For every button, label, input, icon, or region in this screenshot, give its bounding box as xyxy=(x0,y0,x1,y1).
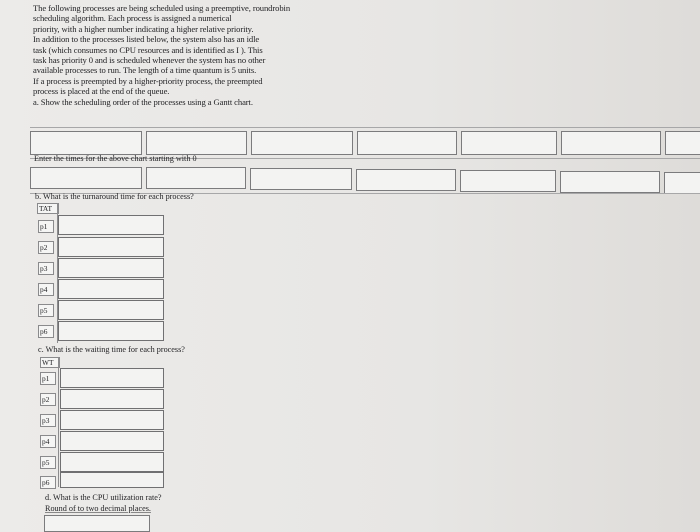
wt-header: WT xyxy=(40,357,60,368)
wt-row-label-p5: p5 xyxy=(40,456,56,469)
question-d-note: Round of to two decimal places. xyxy=(45,504,151,513)
question-a: a. Show the scheduling order of the processes using a Gantt chart. xyxy=(33,96,253,107)
gantt-top-rule xyxy=(30,127,700,128)
tat-input-p1[interactable] xyxy=(58,215,164,235)
intro-line: available processes to run. The length of a time quantum is 5 units. xyxy=(33,65,257,76)
question-c: c. What is the waiting time for each process? xyxy=(38,345,185,354)
tat-input-p3[interactable] xyxy=(58,258,164,278)
intro-line: priority, with a higher number indicating a higher relative priority. xyxy=(33,23,254,34)
wt-row-label-p4: p4 xyxy=(40,435,56,448)
intro-line: process is placed at the end of the queue. xyxy=(33,86,170,97)
time-cell-2[interactable] xyxy=(146,167,246,189)
intro-line: scheduling algorithm. Each process is assigned a numerical xyxy=(33,13,232,24)
time-cell-5[interactable] xyxy=(460,170,556,192)
tat-row-label-p2: p2 xyxy=(38,241,54,254)
problem-statement xyxy=(33,3,353,107)
question-d: d. What is the CPU utilization rate? xyxy=(45,493,162,502)
question-b: b. What is the turnaround time for each process? xyxy=(35,192,194,201)
wt-row-label-p1: p1 xyxy=(40,372,56,385)
gantt-cell-1[interactable] xyxy=(30,131,142,155)
tat-row-label-p4: p4 xyxy=(38,283,54,296)
time-cell-6[interactable] xyxy=(560,171,660,193)
intro-line: task has priority 0 and is scheduled whenever the system has no other xyxy=(33,55,266,66)
wt-input-p2[interactable] xyxy=(60,389,164,409)
tat-row-label-p6: p6 xyxy=(38,325,54,338)
wt-row-label-p6: p6 xyxy=(40,476,56,489)
gantt-cell-4[interactable] xyxy=(357,131,457,155)
tat-row-label-p3: p3 xyxy=(38,262,54,275)
tat-row-label-p1: p1 xyxy=(38,220,54,233)
intro-line: task (which consumes no CPU resources and is identified as I ). This xyxy=(33,44,263,55)
time-cell-3[interactable] xyxy=(250,168,352,190)
gantt-cell-7[interactable] xyxy=(665,131,700,155)
wt-row-label-p3: p3 xyxy=(40,414,56,427)
gantt-cell-2[interactable] xyxy=(146,131,247,155)
time-cell-4[interactable] xyxy=(356,169,456,191)
gantt-cell-5[interactable] xyxy=(461,131,557,155)
wt-input-p3[interactable] xyxy=(60,410,164,430)
tat-row-label-p5: p5 xyxy=(38,304,54,317)
tat-input-p5[interactable] xyxy=(58,300,164,320)
tat-input-p6[interactable] xyxy=(58,321,164,341)
times-label: Enter the times for the above chart starting with 0 xyxy=(34,154,197,163)
intro-line: If a process is preempted by a higher-priority process, the preempted xyxy=(33,75,263,86)
wt-column-divider xyxy=(58,357,59,487)
gantt-cell-3[interactable] xyxy=(251,131,353,155)
cpu-utilization-input[interactable] xyxy=(44,515,150,532)
gantt-cell-6[interactable] xyxy=(561,131,661,155)
time-cell-7[interactable] xyxy=(664,172,700,194)
time-cell-1[interactable] xyxy=(30,167,142,189)
intro-line: The following processes are being scheduled using a preemptive, roundrobin xyxy=(33,3,291,13)
tat-input-p4[interactable] xyxy=(58,279,164,299)
tat-header: TAT xyxy=(37,203,59,214)
wt-row-label-p2: p2 xyxy=(40,393,56,406)
intro-line: In addition to the processes listed below, the system also has an idle xyxy=(33,34,260,45)
wt-input-p5[interactable] xyxy=(60,452,164,472)
tat-input-p2[interactable] xyxy=(58,237,164,257)
wt-input-p6[interactable] xyxy=(60,472,164,488)
wt-input-p1[interactable] xyxy=(60,368,164,388)
wt-input-p4[interactable] xyxy=(60,431,164,451)
